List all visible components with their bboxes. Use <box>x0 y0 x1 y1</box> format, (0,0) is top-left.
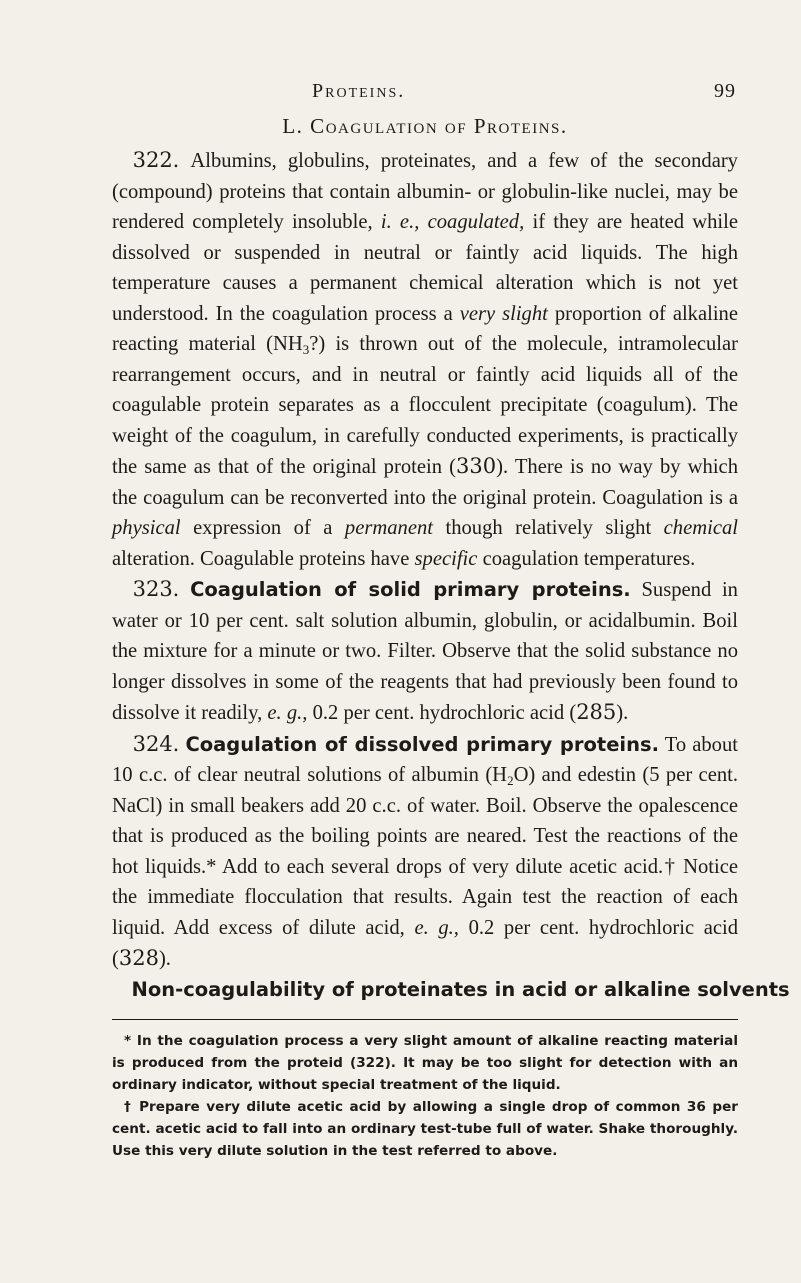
paragraph-heading: Coagulation of solid primary proteins. <box>190 578 631 601</box>
footnote-dagger: † Prepare very dilute acetic acid by allowing a single drop of common 36 per cent. acetic acid to fall into an ordinary test-tube full of water. Shake thoroughly. Use this very dilute solution in the test referred to above. <box>112 1098 738 1159</box>
italic-run: e. g., <box>414 916 459 939</box>
running-head <box>112 80 738 110</box>
footnote-star <box>112 1030 738 1096</box>
italic-run: e. g., <box>267 702 308 724</box>
paragraph-322 <box>112 145 738 574</box>
text-run: * In the coagulation process a very slight amount of alkaline reacting material is produced from the proteid ( <box>112 1032 738 1071</box>
paragraph-number: 322. <box>132 148 180 172</box>
continued-heading <box>112 975 790 1005</box>
continued-heading-text: Non-coagulability of proteinates in acid or alkaline solvents <box>131 977 790 1001</box>
text-run: O) and edestin (5 per cent. NaCl) in small beakers add 20 c.c. of water. Boil. Observe the opalescence that is produced as the boiling points are neared. Test the reactions of the hot liquids.* Add to each several drops of very dilute acetic acid.† Notice the immediate flocculation that results. Again test the reaction of each liquid. Add excess of dilute acid, <box>112 764 739 939</box>
italic-run: very slight <box>459 302 548 325</box>
footnote-divider <box>112 1019 738 1020</box>
text-run: alteration. Coagulable proteins have <box>112 547 415 570</box>
italic-run: permanent <box>344 517 433 539</box>
running-head-title: Proteins. <box>312 80 406 102</box>
text-run: To about 10 c.c. of clear neutral solutions of albumin (H <box>112 733 738 786</box>
paragraph-323 <box>112 574 738 729</box>
page-number: 99 <box>714 80 736 102</box>
text-run: expression of a <box>180 517 345 539</box>
text-run: proportion of alkaline reacting material (NH <box>112 302 738 355</box>
text-run: coagulation temperatures. <box>477 547 696 570</box>
paragraph-number: 324. <box>132 731 180 756</box>
text-run: ?) is thrown out of the molecule, intramolecular rearrangement occurs, and in neutral or faintly acid liquids all of the coagulable protein separates as a flocculent precipitate (coagulum). The weight of the coagulum, in carefully conducted experiments, is practically the same as that of the original protein ( <box>112 333 738 478</box>
paragraph-heading: Coagulation of dissolved primary proteins. <box>185 732 660 756</box>
italic-run: specific <box>414 547 478 570</box>
text-run: Suspend in water or 10 per cent. salt solution albumin, globulin, or acidalbumin. Boil the mixture for a minute or two. Filter. Observe that the solid substance no longer dissolves in some of the reagents that had previously been found to dissolve it readily, <box>112 579 738 724</box>
italic-run: chemical <box>663 517 738 539</box>
text-run: ). It may be too slight for detection with an ordinary indicator, without special treatment of the liquid. <box>112 1054 739 1093</box>
text-run: 0.2 per cent. hydrochloric acid ( <box>307 702 577 724</box>
paragraph-number: 323. <box>132 577 180 601</box>
text-run: 0.2 per cent. hydrochloric acid ( <box>112 916 739 970</box>
book-page <box>112 80 790 1162</box>
text-run: if they are heated while dissolved or suspended in neutral or faintly acid liquids. The high temperature causes a permanent chemical alteration which is not yet understood. In the coagulation process a <box>112 211 739 325</box>
text-run: Albumins, globulins, proteinates, and a few of the secondary (compound) proteins that contain albumin- or globulin-like nuclei, may be rendered completely insoluble, <box>112 150 738 233</box>
cross-reference: 328 <box>118 946 159 970</box>
text-run: ). There is no way by which the coagulum can be reconverted into the original protein. Coagulation is a <box>112 456 738 509</box>
paragraph-324 <box>112 729 738 975</box>
subscript: 2 <box>507 773 514 788</box>
italic-run: physical <box>112 517 181 539</box>
text-run: ). <box>616 702 629 724</box>
cross-reference: 285 <box>576 700 617 724</box>
text-run: ). <box>158 948 171 970</box>
cross-reference: 322 <box>356 1054 385 1071</box>
subscript: 3 <box>302 342 310 357</box>
text-run: though relatively slight <box>433 517 664 539</box>
cross-reference: 330 <box>456 454 497 478</box>
italic-run: i. e., coagulated, <box>380 211 525 233</box>
section-heading: L. Coagulation of Proteins. <box>282 114 568 138</box>
